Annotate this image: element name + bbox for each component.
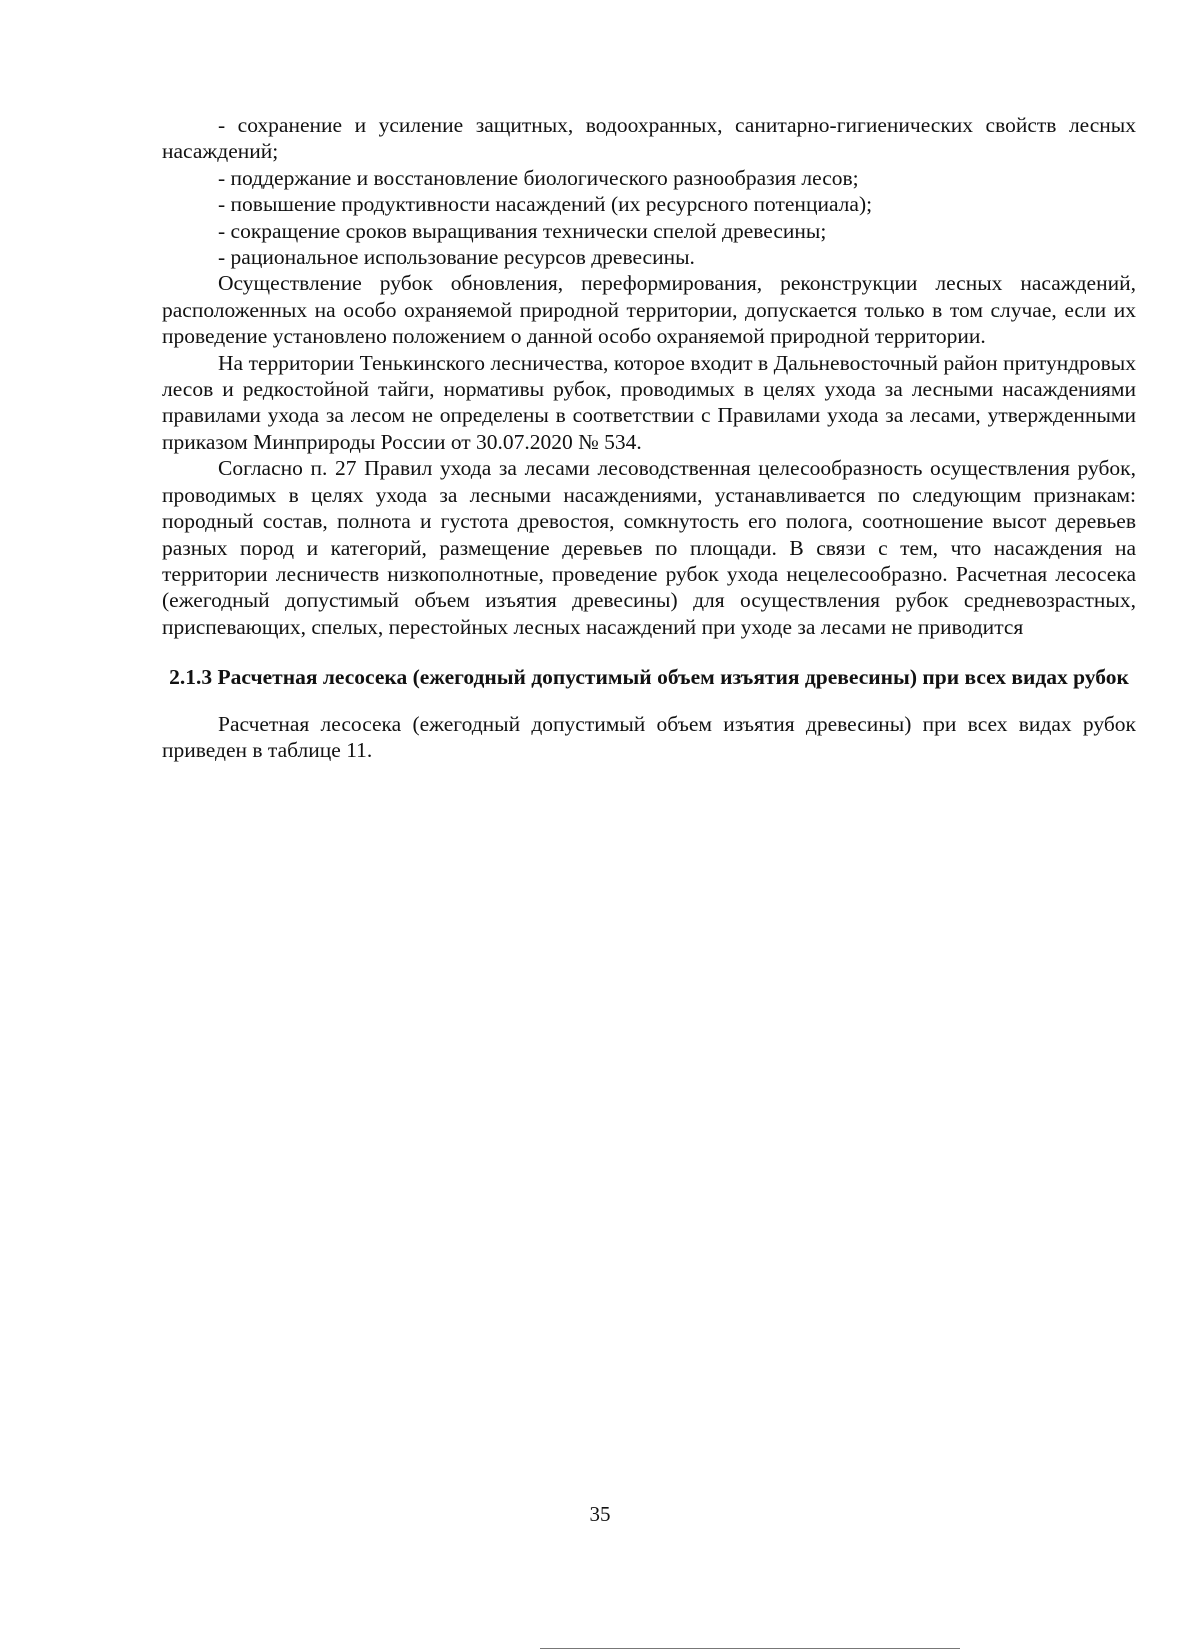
footer-divider [540, 1648, 960, 1649]
paragraph-oopt: Осуществление рубок обновления, переформирования, реконструкции лесных насаждений, расположенных на особо охраняемой природной территории, допускается только в том случае, если их проведение установлено положением о данной особо охраняемой природной территории. [162, 271, 1136, 349]
bullet-item: - сохранение и усиление защитных, водоохранных, санитарно-гигиенических свойств лесных насаждений; [162, 113, 1136, 164]
paragraph-tenkinskoe: На территории Тенькинского лесничества, которое входит в Дальневосточный район притундровых лесов и редкостойной тайги, нормативы рубок, проводимых в целях ухода за лесными насаждениями правилами ухода за лесом не определены в соответствии с Правилами ухода за лесами, утвержденными приказом Минприроды России от 30.07.2020 № 534. [162, 350, 1136, 454]
section-paragraph: Расчетная лесосека (ежегодный допустимый объем изъятия древесины) при всех видах рубок приведен в таблице 11. [162, 711, 1136, 762]
paragraph-rules-27: Согласно п. 27 Правил ухода за лесами лесоводственная целесообразность осуществления рубок, проводимых в целях ухода за лесными насаждениями, устанавливается по следующим признакам: породный состав, полнота и густота древостоя, сомкнутость его полога, соотношение высот деревьев разных пород и категорий, размещение деревьев по площади. В связи с тем, что насаждения на территории лесничеств низкополнотные, проведение рубок ухода нецелесообразно. Расчетная лесосека (ежегодный допустимый объем изъятия древесины) для осуществления рубок средневозрастных, приспевающих, спелых, перестойных лесных насаждений при уходе за лесами не приводится [162, 456, 1136, 639]
bullet-item: - поддержание и восстановление биологического разнообразия лесов; [218, 165, 859, 190]
bullet-item: - рациональное использование ресурсов древесины. [218, 245, 695, 270]
body-text [162, 112, 1136, 763]
section-heading: 2.1.3 Расчетная лесосека (ежегодный допустимый объем изъятия древесины) при всех видах рубок [169, 665, 1129, 690]
page-number: 35 [589, 1502, 611, 1526]
bullet-item: - повышение продуктивности насаждений (их ресурсного потенциала); [218, 192, 873, 217]
bullet-item: - сокращение сроков выращивания технически спелой древесины; [218, 218, 827, 243]
